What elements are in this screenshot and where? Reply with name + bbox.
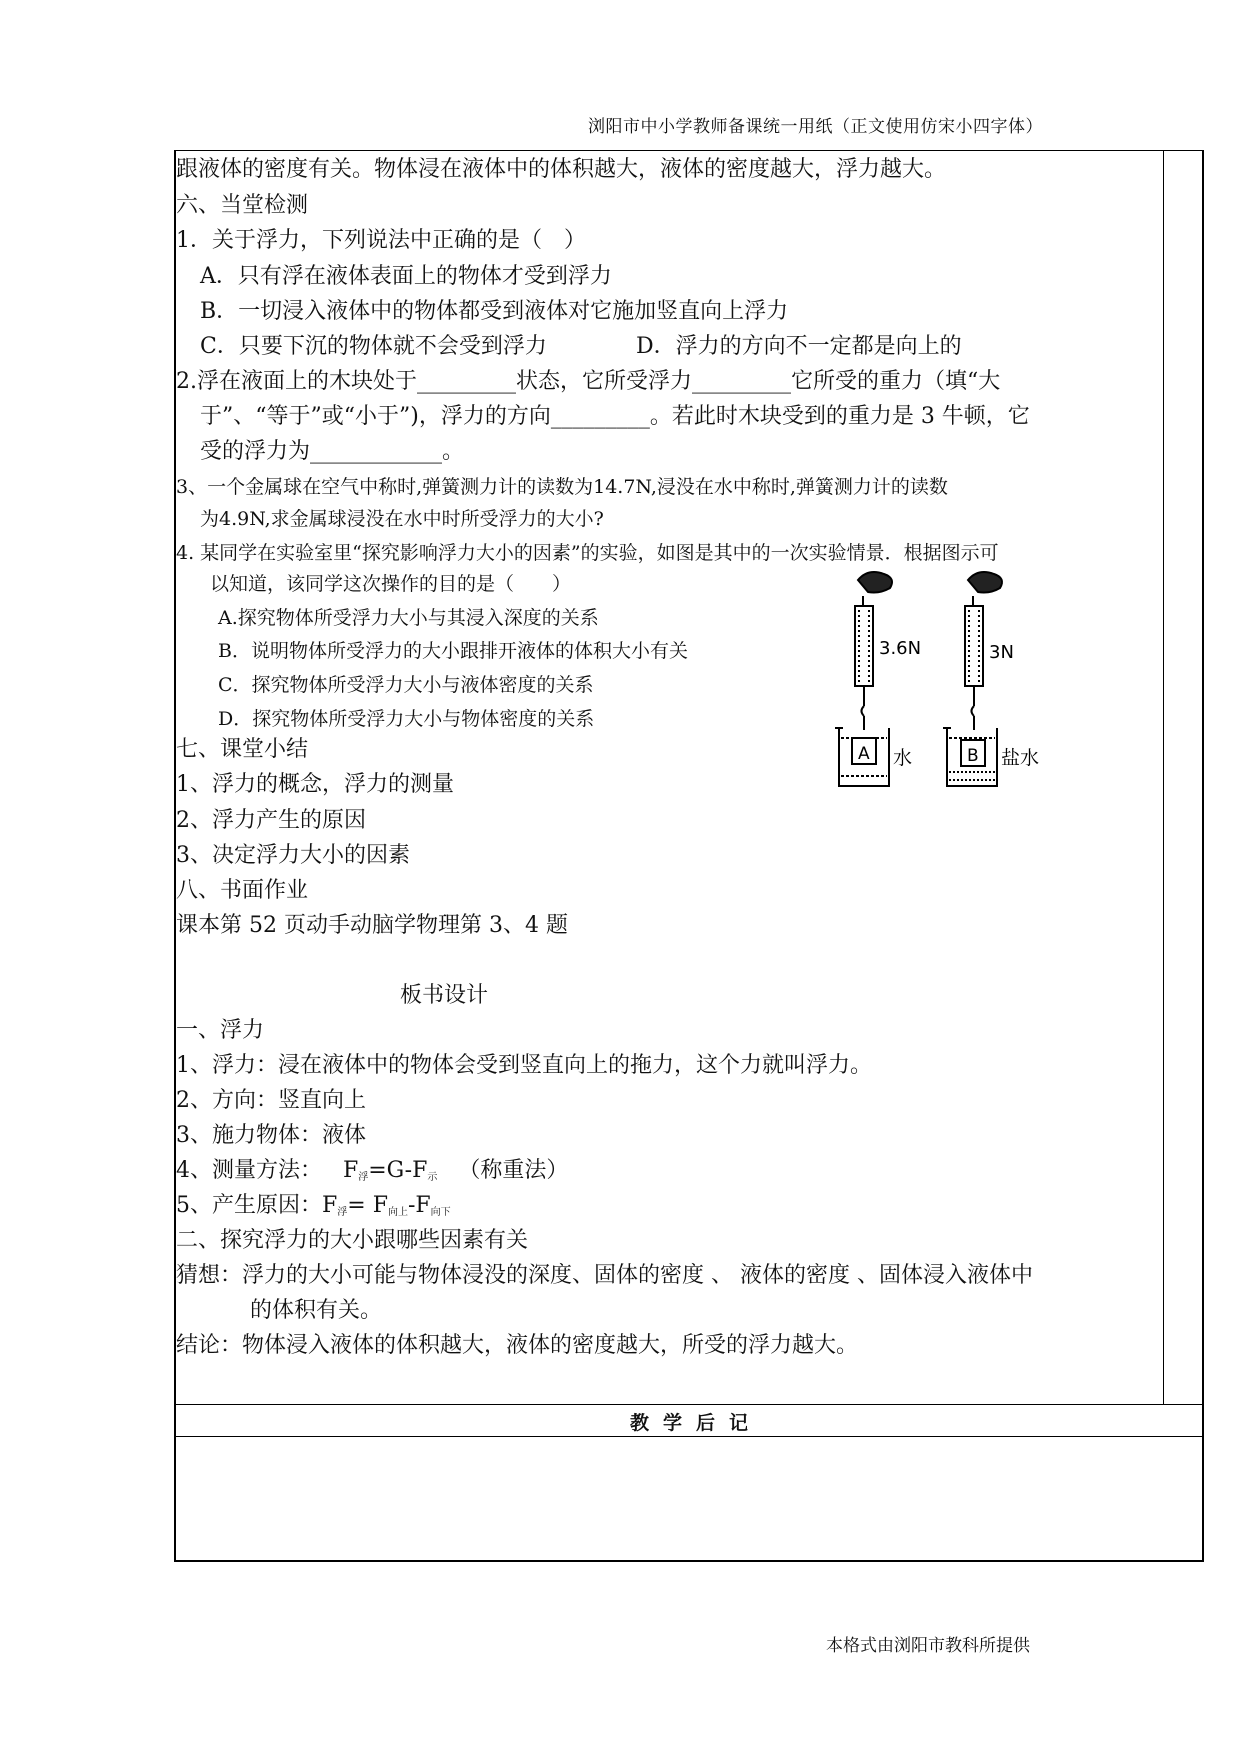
- hand-icon: [858, 572, 892, 593]
- board-heading: 一、浮力: [176, 1018, 265, 1043]
- board-item: 1、浮力：浸在液体中的物体会受到竖直向上的拖力，这个力就叫浮力。: [176, 1053, 872, 1078]
- option: A．只有浮在液体表面上的物体才受到浮力: [200, 264, 612, 289]
- buoyancy-experiment-figure: [825, 558, 1085, 798]
- liquid-water-label: 水: [893, 747, 913, 769]
- board-item: 猜想：浮力的大小可能与物体浸没的深度、固体的密度 、 液体的密度 、固体浸入液体中: [176, 1263, 1033, 1288]
- formula: $F_浮=G-F_示$: [342, 1158, 438, 1183]
- spring-scale-left: [855, 606, 873, 686]
- option: D．探究物体所受浮力大小与物体密度的关系: [218, 708, 595, 730]
- board-item: 2、方向：竖直向上: [176, 1088, 366, 1113]
- board-item: 的体积有关。: [250, 1298, 383, 1323]
- text-line: 于”、“等于”或“小于”)，浮力的方向_________。若此时木块受到的重力是 3 牛顿，它: [200, 404, 1030, 429]
- reading-right: 3N: [989, 642, 1014, 663]
- board-item: 4、测量方法： $F_浮=G-F_示$ （称重法）: [176, 1158, 569, 1183]
- option: B．一切浸入液体中的物体都受到液体对它施加竖直向上浮力: [200, 299, 789, 324]
- option: C．只要下沉的物体就不会受到浮力: [200, 334, 547, 359]
- section-heading: 七、课堂小结: [176, 737, 309, 762]
- right-margin-line: [1163, 150, 1164, 1404]
- board-design-title: 板书设计: [400, 983, 489, 1008]
- option: D．浮力的方向不一定都是向上的: [636, 334, 962, 359]
- formula: $F_浮= F_{向上}-F_{向下}$: [322, 1193, 451, 1218]
- section-heading: 八、书面作业: [176, 878, 309, 903]
- teaching-notes-title: 教学后记: [630, 1412, 763, 1434]
- option: C．探究物体所受浮力大小与液体密度的关系: [218, 674, 594, 696]
- liquid-salt-water-label: 盐水: [1001, 747, 1040, 769]
- text-line: 跟液体的密度有关。物体浸在液体中的体积越大，液体的密度越大，浮力越大。: [176, 157, 947, 182]
- board-heading: 二、探究浮力的大小跟哪些因素有关: [176, 1228, 529, 1253]
- text-line: 为4.9N,求金属球浸没在水中时所受浮力的大小?: [200, 508, 604, 530]
- question-1: 1．关于浮力，下列说法中正确的是（ ）: [176, 228, 586, 253]
- homework-text: 课本第 52 页动手动脑学物理第 3、4 题: [176, 913, 568, 938]
- section-heading: 六、当堂检测: [176, 193, 309, 218]
- board-item: 结论：物体浸入液体的体积越大，液体的密度越大，所受的浮力越大。: [176, 1333, 859, 1358]
- summary-item: 2、浮力产生的原因: [176, 808, 366, 833]
- page-footer: 本格式由浏阳市教科所提供: [826, 1636, 1030, 1656]
- summary-item: 1、浮力的概念，浮力的测量: [176, 772, 454, 797]
- board-item: 5、产生原因：$F_浮= F_{向上}-F_{向下}$: [176, 1193, 451, 1218]
- hand-icon: [968, 572, 1002, 593]
- block-b-label: B: [967, 746, 979, 766]
- option: A.探究物体所受浮力大小与其浸入深度的关系: [218, 607, 599, 629]
- reading-left: 3.6N: [879, 638, 922, 659]
- divider-line: [174, 1404, 1204, 1405]
- block-a-label: A: [858, 744, 870, 764]
- spring-scale-right: [965, 606, 983, 686]
- divider-line-2: [174, 1436, 1204, 1437]
- page-header: 浏阳市中小学教师备课统一用纸（正文使用仿宋小四字体）: [588, 117, 1043, 137]
- text-line: 以知道，该同学这次操作的目的是（ ）: [210, 573, 572, 595]
- summary-item: 3、决定浮力大小的因素: [176, 843, 410, 868]
- question-4: 4. 某同学在实验室里“探究影响浮力大小的因素”的实验，如图是其中的一次实验情景．根据图示可: [176, 542, 999, 564]
- option: B．说明物体所受浮力的大小跟排开液体的体积大小有关: [218, 640, 688, 662]
- question-3: 3、一个金属球在空气中称时,弹簧测力计的读数为14.7N,浸没在水中称时,弹簧测力计的读数: [176, 476, 948, 498]
- board-item: 3、施力物体：液体: [176, 1123, 366, 1148]
- question-2: 2.浮在液面上的木块处于_________状态，它所受浮力_________它所受的重力（填“大: [176, 369, 1001, 394]
- text-line: 受的浮力为____________。: [200, 439, 465, 464]
